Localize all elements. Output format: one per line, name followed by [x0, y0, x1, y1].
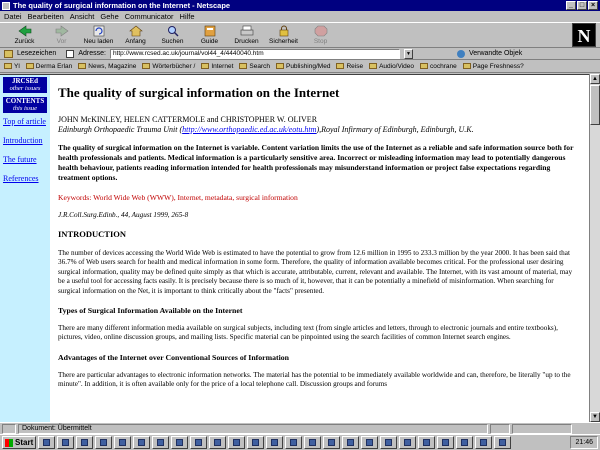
taskbar-app-button[interactable]: [114, 436, 131, 449]
left-nav-frame: [0, 75, 50, 422]
taskbar-app-button[interactable]: [418, 436, 435, 449]
guide-icon: [203, 25, 217, 37]
search-button[interactable]: Suchen: [154, 23, 191, 48]
taskbar-app-button[interactable]: [247, 436, 264, 449]
app-icon: [461, 439, 468, 446]
bookmarks-button[interactable]: Lesezeichen: [17, 50, 57, 57]
back-arrow-icon: [18, 25, 32, 37]
window-title: The quality of surgical information on the Internet - Netscape: [13, 1, 231, 10]
app-icon: [347, 439, 354, 446]
app-icon: [138, 439, 145, 446]
page-proxy-icon[interactable]: [66, 50, 74, 58]
close-button[interactable]: ×: [588, 1, 598, 10]
taskbar-app-button[interactable]: [209, 436, 226, 449]
nav-references[interactable]: References: [3, 174, 39, 183]
vertical-scrollbar[interactable]: [589, 74, 600, 422]
link-folder-search[interactable]: Search: [239, 63, 270, 70]
app-icon: [309, 439, 316, 446]
taskbar-app-button[interactable]: [494, 436, 511, 449]
section-heading-introduction: INTRODUCTION: [58, 229, 127, 239]
netscape-app-icon: [2, 2, 10, 10]
menubar: [0, 11, 600, 22]
status-bar: [0, 422, 600, 434]
nav-top-of-article[interactable]: Top of article: [3, 117, 46, 126]
taskbar-app-button[interactable]: [95, 436, 112, 449]
affiliation-link[interactable]: http://www.orthopaedic.ed.ac.uk/eotu.htm: [182, 125, 317, 134]
article-body: [58, 75, 578, 400]
taskbar-app-button[interactable]: [475, 436, 492, 449]
menu-ansicht[interactable]: Ansicht: [69, 12, 95, 21]
app-icon: [62, 439, 69, 446]
taskbar-app-button[interactable]: [342, 436, 359, 449]
status-progress: [490, 424, 510, 434]
link-folder-dictionaries[interactable]: Wörterbücher /: [142, 63, 195, 70]
folder-icon: [276, 63, 284, 69]
folder-icon: [239, 63, 247, 69]
system-tray-clock[interactable]: 21:46: [570, 436, 598, 449]
stop-button[interactable]: Stop: [302, 23, 339, 48]
forward-button[interactable]: Vor: [43, 23, 80, 48]
related-button[interactable]: Verwandte Objek: [468, 50, 523, 57]
app-icon: [328, 439, 335, 446]
menu-communicator[interactable]: Communicator: [124, 12, 174, 21]
paragraph-advantages: There are particular advantages to electronic information networks. The material has the potential to be immediately available worldwide and can, therefore, be literally "up to the minute". In addition, it is often available only for the price of a local telephone call. Discussion groups and forums: [58, 370, 571, 389]
menu-bearbeiten[interactable]: Bearbeiten: [27, 12, 64, 21]
section-heading-advantages: Advantages of the Internet over Conventional Sources of Information: [58, 352, 290, 362]
personal-toolbar: [0, 61, 600, 73]
app-icon: [423, 439, 430, 446]
link-folder-news[interactable]: News, Magazine: [78, 63, 136, 70]
address-dropdown-button[interactable]: ▼: [404, 49, 413, 59]
link-folder-cochrane[interactable]: cochrane: [420, 63, 457, 70]
link-folder-publishing[interactable]: Publishing/Med: [276, 63, 330, 70]
folder-icon: [420, 63, 428, 69]
article-keywords: Keywords: World Wide Web (WWW), Internet, metadata, surgical information: [58, 193, 298, 202]
taskbar-app-button[interactable]: [152, 436, 169, 449]
windows-logo-icon: [5, 439, 13, 447]
folder-icon: [369, 63, 377, 69]
related-icon[interactable]: [457, 50, 465, 58]
contents-this-issue-button[interactable]: CONTENTS this issue: [3, 97, 47, 113]
link-folder-internet[interactable]: Internet: [201, 63, 233, 70]
jrcsed-other-issues-button[interactable]: JRCSEd other issues: [3, 77, 47, 93]
folder-icon: [4, 63, 12, 69]
address-label: Adresse:: [78, 50, 106, 57]
reload-button[interactable]: Neu laden: [80, 23, 117, 48]
link-page-freshness[interactable]: Page Freshness?: [463, 63, 524, 70]
netscape-logo: N: [572, 23, 596, 47]
taskbar-app-button[interactable]: [190, 436, 207, 449]
taskbar-app-button[interactable]: [456, 436, 473, 449]
app-icon: [43, 439, 50, 446]
taskbar-app-button[interactable]: [437, 436, 454, 449]
scroll-up-button[interactable]: ▲: [590, 74, 600, 84]
home-button[interactable]: Anfang: [117, 23, 154, 48]
status-text: Dokument: Übermittelt: [18, 424, 488, 434]
taskbar-app-button[interactable]: [361, 436, 378, 449]
app-icon: [271, 439, 278, 446]
folder-icon: [336, 63, 344, 69]
print-button[interactable]: Drucken: [228, 23, 265, 48]
app-icon: [214, 439, 221, 446]
app-icon: [119, 439, 126, 446]
app-icon: [499, 439, 506, 446]
taskbar-app-button[interactable]: [76, 436, 93, 449]
taskbar-app-button[interactable]: [266, 436, 283, 449]
back-button[interactable]: Zurück: [6, 23, 43, 48]
taskbar-app-button[interactable]: [304, 436, 321, 449]
component-bar[interactable]: [512, 424, 572, 434]
taskbar-app-button[interactable]: [171, 436, 188, 449]
app-icon: [442, 439, 449, 446]
scroll-down-button[interactable]: ▼: [590, 412, 600, 422]
app-icon: [176, 439, 183, 446]
taskbar-app-button[interactable]: [285, 436, 302, 449]
forward-arrow-icon: [55, 25, 69, 37]
security-status-icon[interactable]: [2, 424, 16, 434]
maximize-button[interactable]: □: [577, 1, 587, 10]
app-icon: [252, 439, 259, 446]
location-bar: [0, 48, 600, 60]
taskbar-app-button[interactable]: [38, 436, 55, 449]
reload-icon: [92, 25, 106, 37]
window-titlebar[interactable]: [0, 0, 600, 11]
nav-the-future[interactable]: The future: [3, 155, 37, 164]
taskbar-app-button[interactable]: [380, 436, 397, 449]
app-icon: [100, 439, 107, 446]
article-citation: J.R.Coll.Surg.Edinb., 44, August 1999, 265-8: [58, 211, 189, 219]
start-button[interactable]: Start: [2, 436, 36, 449]
windows-taskbar: [0, 434, 600, 450]
app-icon: [157, 439, 164, 446]
paragraph-types: There are many different information media available on surgical subjects, including text (from single articles and letters, through to electronic journals and entire textbooks), pictures, video, online discussion groups, and mailing lists. Specific material can be pinpointed using the search facilities of common Internet search engines.: [58, 324, 558, 342]
app-icon: [195, 439, 202, 446]
security-button[interactable]: Sicherheit: [265, 23, 302, 48]
article-abstract: The quality of surgical information on the Internet is variable. Content variation limits the use of the Internet as a reliable and safe information source both for health professionals and patients. Medical information is a particularly sensitive area. Incorrect or misleading information may lead to potentially dangerous health behaviour, patients reading information intended for health professionals may misunderstand information or project false expectations regarding treatment options.: [58, 143, 574, 182]
minimize-button[interactable]: _: [566, 1, 576, 10]
app-icon: [366, 439, 373, 446]
navigation-toolbar: [0, 22, 600, 48]
page-content: [0, 74, 589, 422]
taskbar-app-button[interactable]: [323, 436, 340, 449]
nav-introduction[interactable]: Introduction: [3, 136, 43, 145]
app-icon: [290, 439, 297, 446]
app-icon: [404, 439, 411, 446]
taskbar-app-button[interactable]: [228, 436, 245, 449]
app-icon: [385, 439, 392, 446]
link-folder-yl[interactable]: Yl: [4, 63, 20, 70]
section-heading-types: Types of Surgical Information Available on the Internet: [58, 306, 243, 316]
taskbar-app-button[interactable]: [399, 436, 416, 449]
app-icon: [233, 439, 240, 446]
menu-gehe[interactable]: Gehe: [100, 12, 119, 21]
stop-icon: [314, 25, 328, 37]
link-folder-reise[interactable]: Reise: [336, 63, 363, 70]
search-icon: [166, 25, 180, 37]
folder-icon: [201, 63, 209, 69]
folder-icon: [26, 63, 34, 69]
link-folder-audio-video[interactable]: Audio/Video: [369, 63, 414, 70]
lock-icon: [277, 25, 291, 37]
bookmark-icon: [463, 63, 471, 69]
bookmarks-icon[interactable]: [4, 50, 13, 58]
article-authors: JOHN McKINLEY, HELEN CATTERMOLE and CHRISTOPHER W. OLIVER: [58, 115, 318, 124]
app-icon: [81, 439, 88, 446]
scroll-thumb[interactable]: [590, 85, 600, 125]
paragraph-introduction: The number of devices accessing the World Wide Web is estimated to have the potential to grow from 12.6 million in 1995 to 233.3 million by the year 2000. It has been said that 36.7% of Web users search for health and medical information in some form. Therefore, the quality of information available becomes critical. For the professional user desiring surgical information, quality may be defined quite simply as that which is accurate, attributable, current, relevant and available. The Internet, with its vast amount of material, may be a useful tool for accessing facts easily. It is precisely because there is so much of it, however, that it can be potentially a minefield of misinformation. When searching for surgical information on the Net, it is important to think critically about the "facts" presented.: [58, 249, 573, 295]
taskbar-app-button[interactable]: [133, 436, 150, 449]
article-affiliation: Edinburgh Orthopaedic Trauma Unit (http://www.orthopaedic.ed.ac.uk/eotu.htm),Royal Infirmary of Edinburgh, Edinburgh, U.K.: [58, 125, 474, 134]
address-input[interactable]: http://www.rcsed.ac.uk/journal/vol44_4/4440040.htm: [110, 49, 400, 59]
app-icon: [480, 439, 487, 446]
article-title: The quality of surgical information on the Internet: [58, 85, 340, 100]
folder-icon: [78, 63, 86, 69]
print-icon: [240, 25, 254, 37]
menu-datei[interactable]: Datei: [4, 12, 22, 21]
home-icon: [129, 25, 143, 37]
menu-hilfe[interactable]: Hilfe: [179, 12, 195, 21]
taskbar-app-button[interactable]: [57, 436, 74, 449]
folder-icon: [142, 63, 150, 69]
guide-button[interactable]: Guide: [191, 23, 228, 48]
link-folder-derma[interactable]: Derma Erlan: [26, 63, 72, 70]
